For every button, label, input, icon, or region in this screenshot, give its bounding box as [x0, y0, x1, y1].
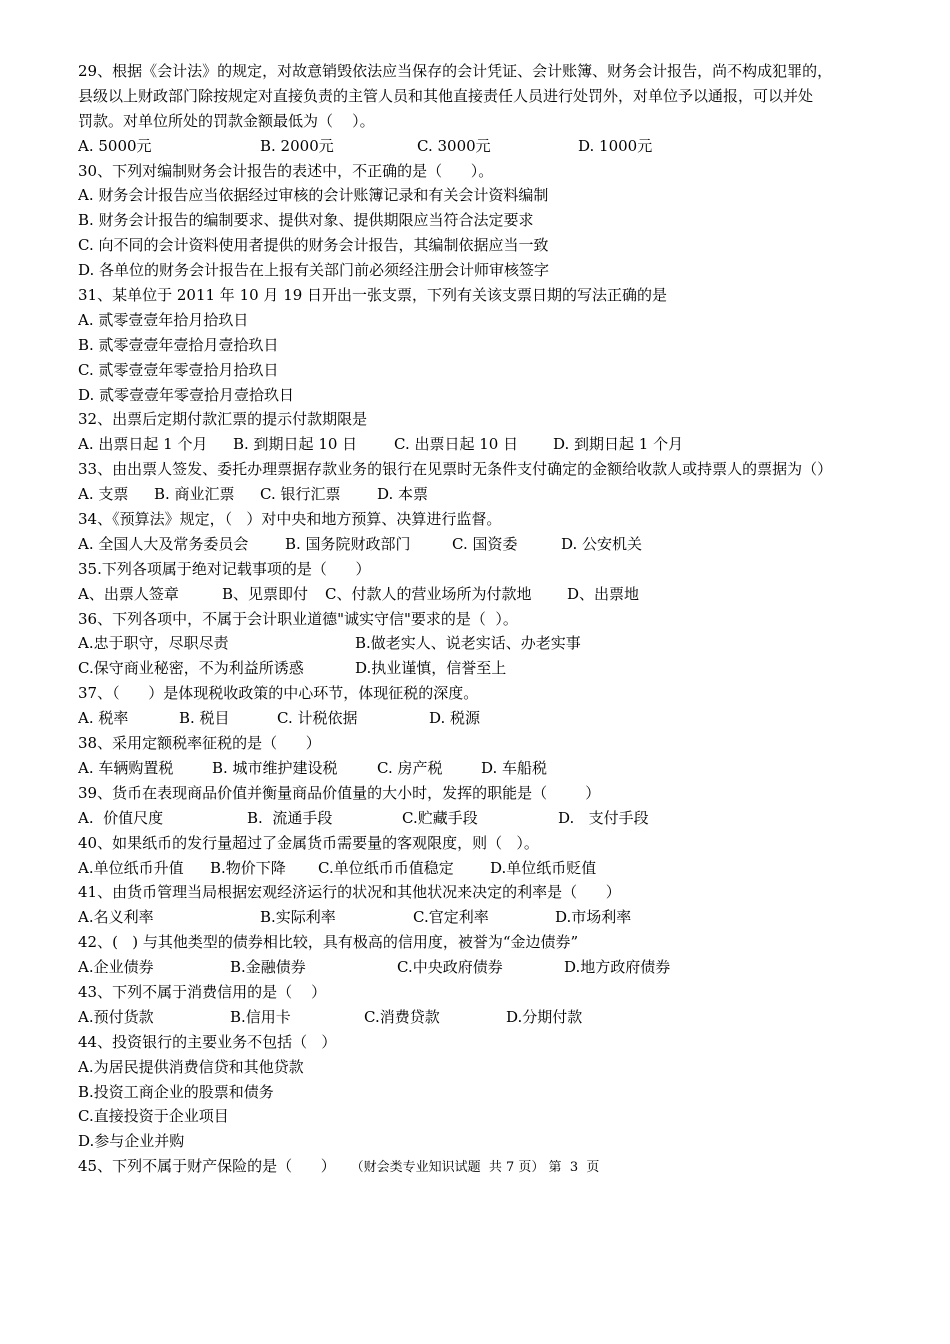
answer-option: C. 国资委 [452, 534, 518, 553]
answer-option: D.分期付款 [506, 1007, 583, 1026]
answer-option: A. 车辆购置税 [78, 758, 174, 777]
answer-option: B.金融债券 [230, 958, 306, 977]
question-stem: 42、( ) 与其他类型的债券相比较，具有极高的信用度，被誉为“金边债券” [78, 933, 579, 952]
answer-option: B、见票即付 [222, 584, 309, 603]
answer-option: D.市场利率 [555, 908, 632, 927]
question [78, 731, 918, 781]
question-stem: 29、根据《会计法》的规定，对故意销毁依法应当保存的会计凭证、会计账簿、财务会计报告，尚不构成犯罪的， [78, 62, 833, 80]
question [78, 283, 918, 407]
answer-option: A.忠于职守，尽职尽责 [78, 634, 229, 653]
answer-option: D. 支付手段 [558, 808, 649, 827]
answer-option: C.消费贷款 [364, 1007, 440, 1026]
question [78, 1030, 918, 1154]
page-footer: （财会类专业知识试题 共 7 页） 第 3 页 [350, 1160, 600, 1175]
answer-option: B. 2000元 [260, 136, 334, 155]
question [78, 831, 918, 881]
option-row [78, 258, 918, 283]
answer-option: C.贮藏手段 [402, 808, 478, 827]
answer-option: C. 贰零壹壹年零壹拾月拾玖日 [78, 360, 279, 379]
question-stem: 38、采用定额税率征税的是（ ） [78, 734, 321, 753]
answer-option: A. 税率 [78, 709, 129, 728]
answer-option: A.单位纸币升值 [78, 858, 184, 877]
question [78, 781, 918, 831]
answer-option: C.官定利率 [413, 908, 489, 927]
answer-option: D. 到期日起 1 个月 [553, 435, 684, 454]
answer-option: C.中央政府债券 [397, 958, 503, 977]
answer-option: A. 财务会计报告应当依据经过审核的会计账簿记录和有关会计资料编制 [78, 186, 549, 205]
question-stem: 39、货币在表现商品价值并衡量商品价值量的大小时，发挥的职能是（ ） [78, 783, 601, 802]
option-row [78, 233, 918, 258]
option-row [78, 631, 918, 656]
question-stem: 45、下列不属于财产保险的是（ ） [78, 1157, 336, 1176]
option-row [78, 905, 918, 930]
answer-option: D. 各单位的财务会计报告在上报有关部门前必须经注册会计师审核签字 [78, 261, 550, 280]
question-stem: 30、下列对编制财务会计报告的表述中，不正确的是（ ）。 [78, 161, 494, 180]
option-row [78, 955, 918, 980]
answer-option: C. 向不同的会计资料使用者提供的财务会计报告，其编制依据应当一致 [78, 236, 549, 255]
answer-option: C.单位纸币币值稳定 [318, 858, 454, 877]
answer-option: A. 贰零壹壹年拾月拾玖日 [78, 310, 249, 329]
answer-option: A.为居民提供消费信贷和其他贷款 [78, 1057, 304, 1076]
question [78, 880, 918, 930]
question [78, 557, 918, 607]
question-stem: 37、（ ）是体现税收政策的中心环节，体现征税的深度。 [78, 684, 479, 703]
question-list [78, 59, 918, 1179]
option-row [78, 1055, 918, 1080]
question-stem: 34、《预算法》规定，（ ）对中央和地方预算、决算进行监督。 [78, 510, 502, 529]
option-row [78, 582, 918, 607]
question-stem: 44、投资银行的主要业务不包括（ ） [78, 1032, 337, 1051]
question [78, 59, 918, 159]
option-row [78, 1104, 918, 1129]
question [78, 980, 918, 1030]
question-stem: 35.下列各项属于绝对记载事项的是（ ） [78, 559, 371, 578]
question-stem: 41、由货币管理当局根据宏观经济运行的状况和其他状况来决定的利率是（ ） [78, 883, 621, 902]
option-row [78, 308, 918, 333]
answer-option: C. 计税依据 [277, 709, 358, 728]
answer-option: D.执业谨慎，信誉至上 [355, 659, 507, 678]
answer-option: C. 银行汇票 [260, 485, 341, 504]
answer-option: B. 到期日起 10 日 [233, 435, 358, 454]
answer-option: A. 价值尺度 [78, 808, 164, 827]
answer-option: D、出票地 [567, 584, 640, 603]
answer-option: D.地方政府债券 [564, 958, 671, 977]
question [78, 607, 918, 682]
question-stem: 县级以上财政部门除按规定对直接负责的主管人员和其他直接责任人员进行处罚外，对单位予以通报，可以并处 [78, 86, 814, 105]
option-row [78, 1129, 918, 1154]
option-row [78, 1080, 918, 1105]
answer-option: B.做老实人、说老实话、办老实事 [355, 634, 581, 653]
option-row [78, 134, 918, 159]
answer-option: D. 税源 [429, 709, 481, 728]
question [78, 930, 918, 980]
answer-option: D.单位纸币贬值 [490, 858, 597, 877]
question-stem: 36、下列各项中，不属于会计职业道德"诚实守信"要求的是（ ）。 [78, 609, 518, 628]
answer-option: B.投资工商企业的股票和债务 [78, 1082, 274, 1101]
option-row [78, 856, 918, 881]
answer-option: A、出票人签章 [78, 584, 179, 603]
answer-option: B. 税目 [179, 709, 230, 728]
question-stem: 40、如果纸币的发行量超过了金属货币需要量的客观限度，则（ ）。 [78, 833, 539, 852]
question [78, 407, 918, 457]
option-row [78, 208, 918, 233]
answer-option: C.保守商业秘密，不为利益所诱惑 [78, 659, 304, 678]
option-row [78, 383, 918, 408]
question [78, 457, 918, 507]
answer-option: A.预付货款 [78, 1007, 154, 1026]
option-row [78, 706, 918, 731]
answer-option: D. 公安机关 [561, 534, 643, 553]
answer-option: D. 1000元 [578, 136, 653, 155]
question-stem: 43、下列不属于消费信用的是（ ） [78, 982, 327, 1001]
option-row [78, 183, 918, 208]
answer-option: A. 全国人大及常务委员会 [78, 534, 249, 553]
answer-option: B. 城市维护建设税 [212, 758, 338, 777]
answer-option: B. 流通手段 [247, 808, 333, 827]
option-row [78, 656, 918, 681]
question-stem: 31、某单位于 2011 年 10 月 19 日开出一张支票，下列有关该支票日期的写法正确的是 [78, 286, 668, 305]
answer-option: B.信用卡 [230, 1007, 291, 1026]
answer-option: C. 出票日起 10 日 [394, 435, 519, 454]
answer-option: C. 3000元 [417, 136, 491, 155]
answer-option: D. 本票 [377, 485, 429, 504]
question [78, 681, 918, 731]
option-row [78, 432, 918, 457]
answer-option: A.名义利率 [78, 908, 154, 927]
answer-option: D. 贰零壹壹年零壹拾月壹拾玖日 [78, 385, 295, 404]
option-row [78, 1005, 918, 1030]
answer-option: C.直接投资于企业项目 [78, 1107, 229, 1126]
option-row [78, 358, 918, 383]
answer-option: B.物价下降 [210, 858, 286, 877]
option-row [78, 482, 918, 507]
answer-option: A. 出票日起 1 个月 [78, 435, 208, 454]
answer-option: C. 房产税 [377, 758, 443, 777]
answer-option: B.实际利率 [260, 908, 336, 927]
question-stem: 33、由出票人签发、委托办理票据存款业务的银行在见票时无条件支付确定的金额给收款人或持票人的票据为（） [78, 460, 833, 479]
question-stem: 罚款。对单位所处的罚款金额最低为（ ）。 [78, 111, 375, 130]
answer-option: C、付款人的营业场所为付款地 [325, 584, 532, 603]
question [78, 159, 918, 283]
answer-option: B. 财务会计报告的编制要求、提供对象、提供期限应当符合法定要求 [78, 211, 534, 230]
answer-option: A. 支票 [78, 485, 129, 504]
option-row [78, 532, 918, 557]
option-row [78, 806, 918, 831]
answer-option: D.参与企业并购 [78, 1132, 185, 1151]
answer-option: B. 国务院财政部门 [285, 534, 411, 553]
answer-option: B. 贰零壹壹年壹拾月壹拾玖日 [78, 335, 279, 354]
answer-option: A. 5000元 [78, 136, 152, 155]
answer-option: B. 商业汇票 [154, 485, 235, 504]
answer-option: D. 车船税 [481, 758, 548, 777]
option-row [78, 756, 918, 781]
option-row [78, 333, 918, 358]
question-stem: 32、出票后定期付款汇票的提示付款期限是 [78, 410, 368, 429]
question [78, 507, 918, 557]
answer-option: A.企业债券 [78, 958, 154, 977]
